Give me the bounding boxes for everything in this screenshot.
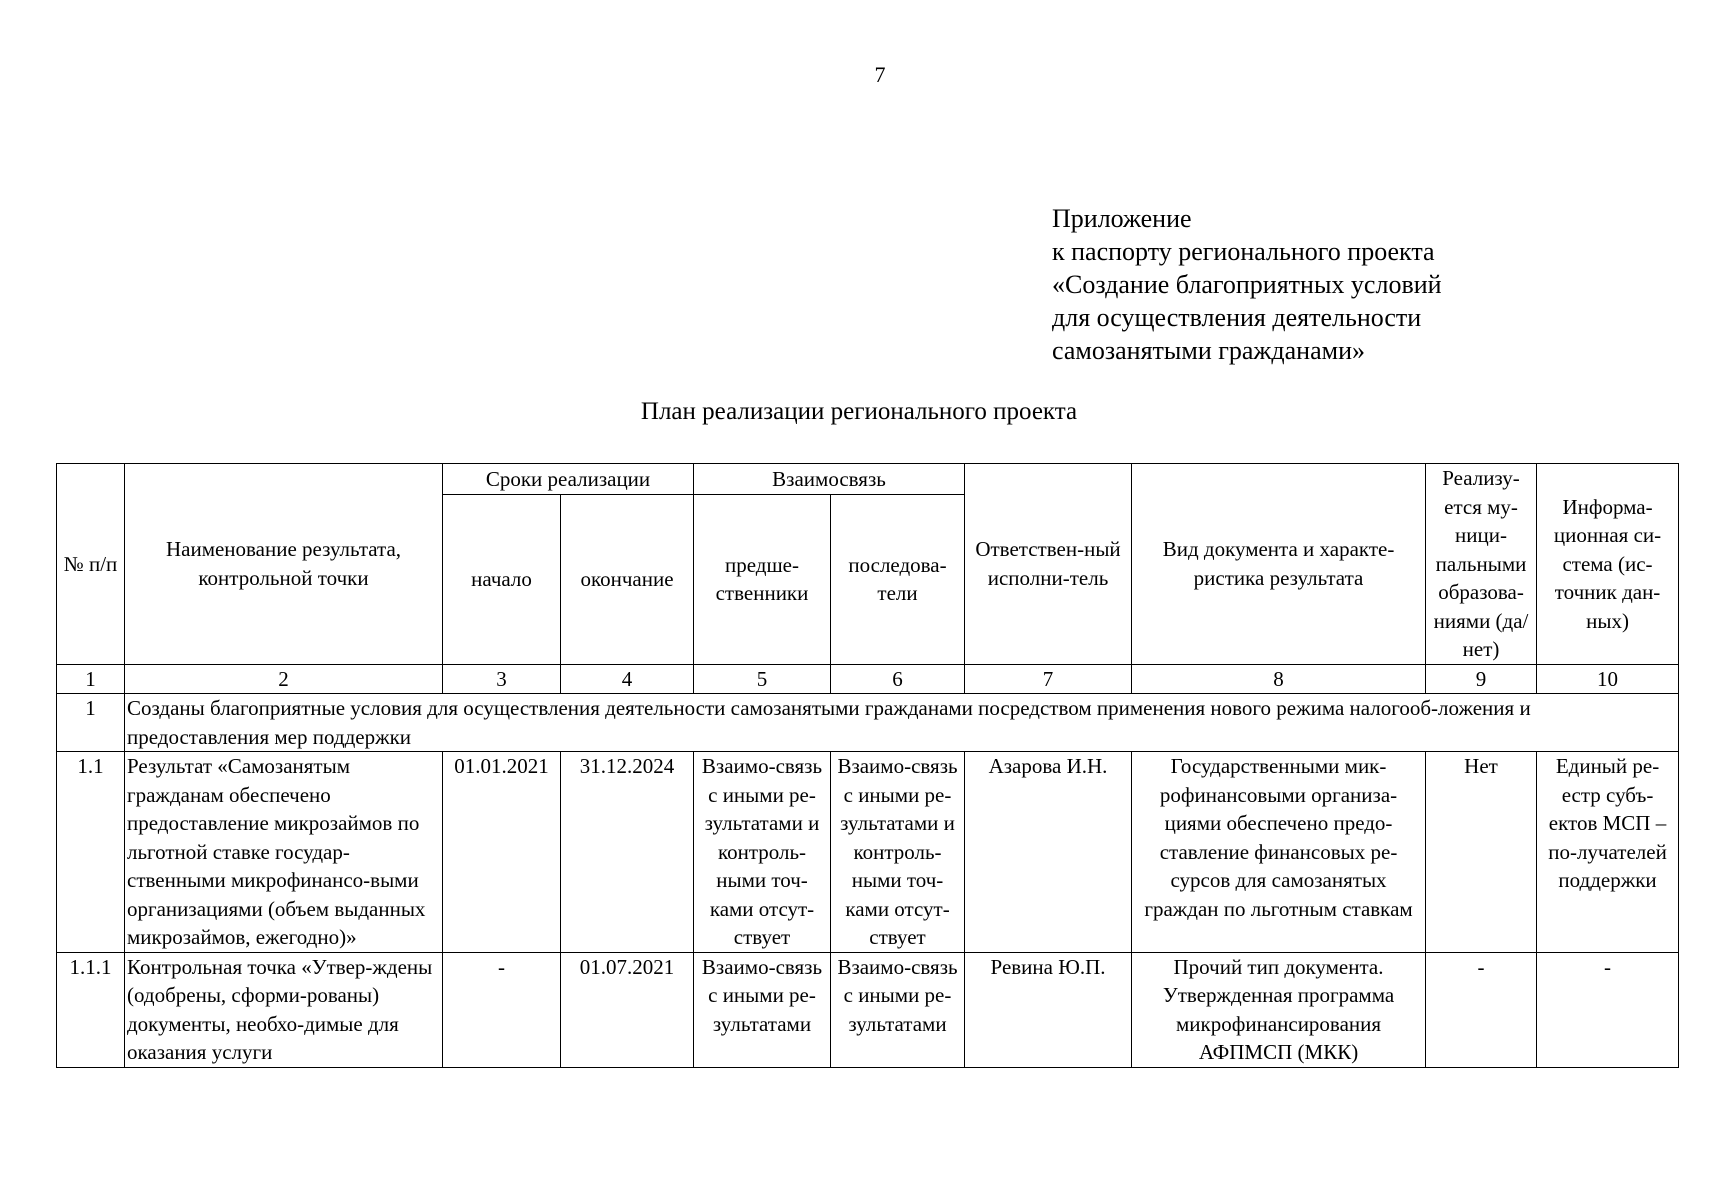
header-successors: последова-тели xyxy=(831,494,965,664)
row-municipal: - xyxy=(1426,952,1537,1067)
row-predecessors: Взаимо-связь с иными ре-зультатами xyxy=(694,952,831,1067)
column-number: 1 xyxy=(57,664,125,694)
row-successors: Взаимо-связь с иными ре-зультатами и контроль-ными точ-ками отсут-ствует xyxy=(831,752,965,953)
annex-block xyxy=(1052,202,1442,367)
header-infosystem: Информа-ционная си-стема (ис-точник дан-ных) xyxy=(1537,464,1679,665)
annex-line: «Создание благоприятных условий xyxy=(1052,270,1442,299)
table-row xyxy=(57,752,1679,953)
annex-line: к паспорту регионального проекта xyxy=(1052,237,1435,266)
row-name: Контрольная точка «Утвер-ждены (одобрены, сформи-рованы) документы, необхо-димые для оказания услуги xyxy=(125,952,443,1067)
column-number: 5 xyxy=(694,664,831,694)
header-relation: Взаимосвязь xyxy=(694,464,965,495)
annex-line: Приложение xyxy=(1052,204,1192,233)
page-number: 7 xyxy=(874,62,886,87)
column-number-row xyxy=(57,664,1679,694)
row-responsible: Ревина Ю.П. xyxy=(965,952,1132,1067)
column-number: 9 xyxy=(1426,664,1537,694)
section-row xyxy=(57,694,1679,752)
header-document: Вид документа и характе-ристика результата xyxy=(1132,464,1426,665)
column-number: 2 xyxy=(125,664,443,694)
row-document: Прочий тип документа. Утвержденная программа микрофинансирования АФПМСП (МКК) xyxy=(1132,952,1426,1067)
column-number: 10 xyxy=(1537,664,1679,694)
row-end: 31.12.2024 xyxy=(561,752,694,953)
header-end: окончание xyxy=(561,494,694,664)
column-number: 7 xyxy=(965,664,1132,694)
row-start: - xyxy=(443,952,561,1067)
header-name: Наименование результата, контрольной точки xyxy=(125,464,443,665)
header-start: начало xyxy=(443,494,561,664)
row-document: Государственными мик-рофинансовыми организа-циями обеспечено предо-ставление финансовых ре-сурсов для самозанятых граждан по льготным ставкам xyxy=(1132,752,1426,953)
header-municipal: Реализу-ется му-ници-пальными образова-ниями (да/нет) xyxy=(1426,464,1537,665)
row-infosystem: - xyxy=(1537,952,1679,1067)
plan-title: План реализации регионального проекта xyxy=(640,398,1078,425)
column-number: 8 xyxy=(1132,664,1426,694)
row-end: 01.07.2021 xyxy=(561,952,694,1067)
column-number: 4 xyxy=(561,664,694,694)
annex-line: самозанятыми гражданами» xyxy=(1052,336,1365,365)
plan-table xyxy=(56,463,1679,1068)
section-text: Созданы благоприятные условия для осуществления деятельности самозанятыми гражданами посредством применения нового режима налогооб-ложения и предоставления мер поддержки xyxy=(125,694,1679,752)
row-successors: Взаимо-связь с иными ре-зультатами xyxy=(831,952,965,1067)
row-start: 01.01.2021 xyxy=(443,752,561,953)
header-responsible: Ответствен-ный исполни-тель xyxy=(965,464,1132,665)
row-name: Результат «Самозанятым гражданам обеспечено предоставление микрозаймов по льготной ставке государ-ственными микрофинансо-выми организациями (объем выданных микрозаймов, ежегодно)» xyxy=(125,752,443,953)
row-num: 1.1 xyxy=(57,752,125,953)
header-terms: Сроки реализации xyxy=(443,464,694,495)
row-municipal: Нет xyxy=(1426,752,1537,953)
row-predecessors: Взаимо-связь с иными ре-зультатами и контроль-ными точ-ками отсут-ствует xyxy=(694,752,831,953)
row-responsible: Азарова И.Н. xyxy=(965,752,1132,953)
row-infosystem: Единый ре-естр субъ-ектов МСП – по-лучателей поддержки xyxy=(1537,752,1679,953)
column-number: 6 xyxy=(831,664,965,694)
row-num: 1.1.1 xyxy=(57,952,125,1067)
annex-line: для осуществления деятельности xyxy=(1052,303,1422,332)
header-predecessors: предше-ственники xyxy=(694,494,831,664)
section-num: 1 xyxy=(57,694,125,752)
header-num: № п/п xyxy=(57,464,125,665)
table-row xyxy=(57,952,1679,1067)
column-number: 3 xyxy=(443,664,561,694)
header-row-top xyxy=(57,464,1679,495)
